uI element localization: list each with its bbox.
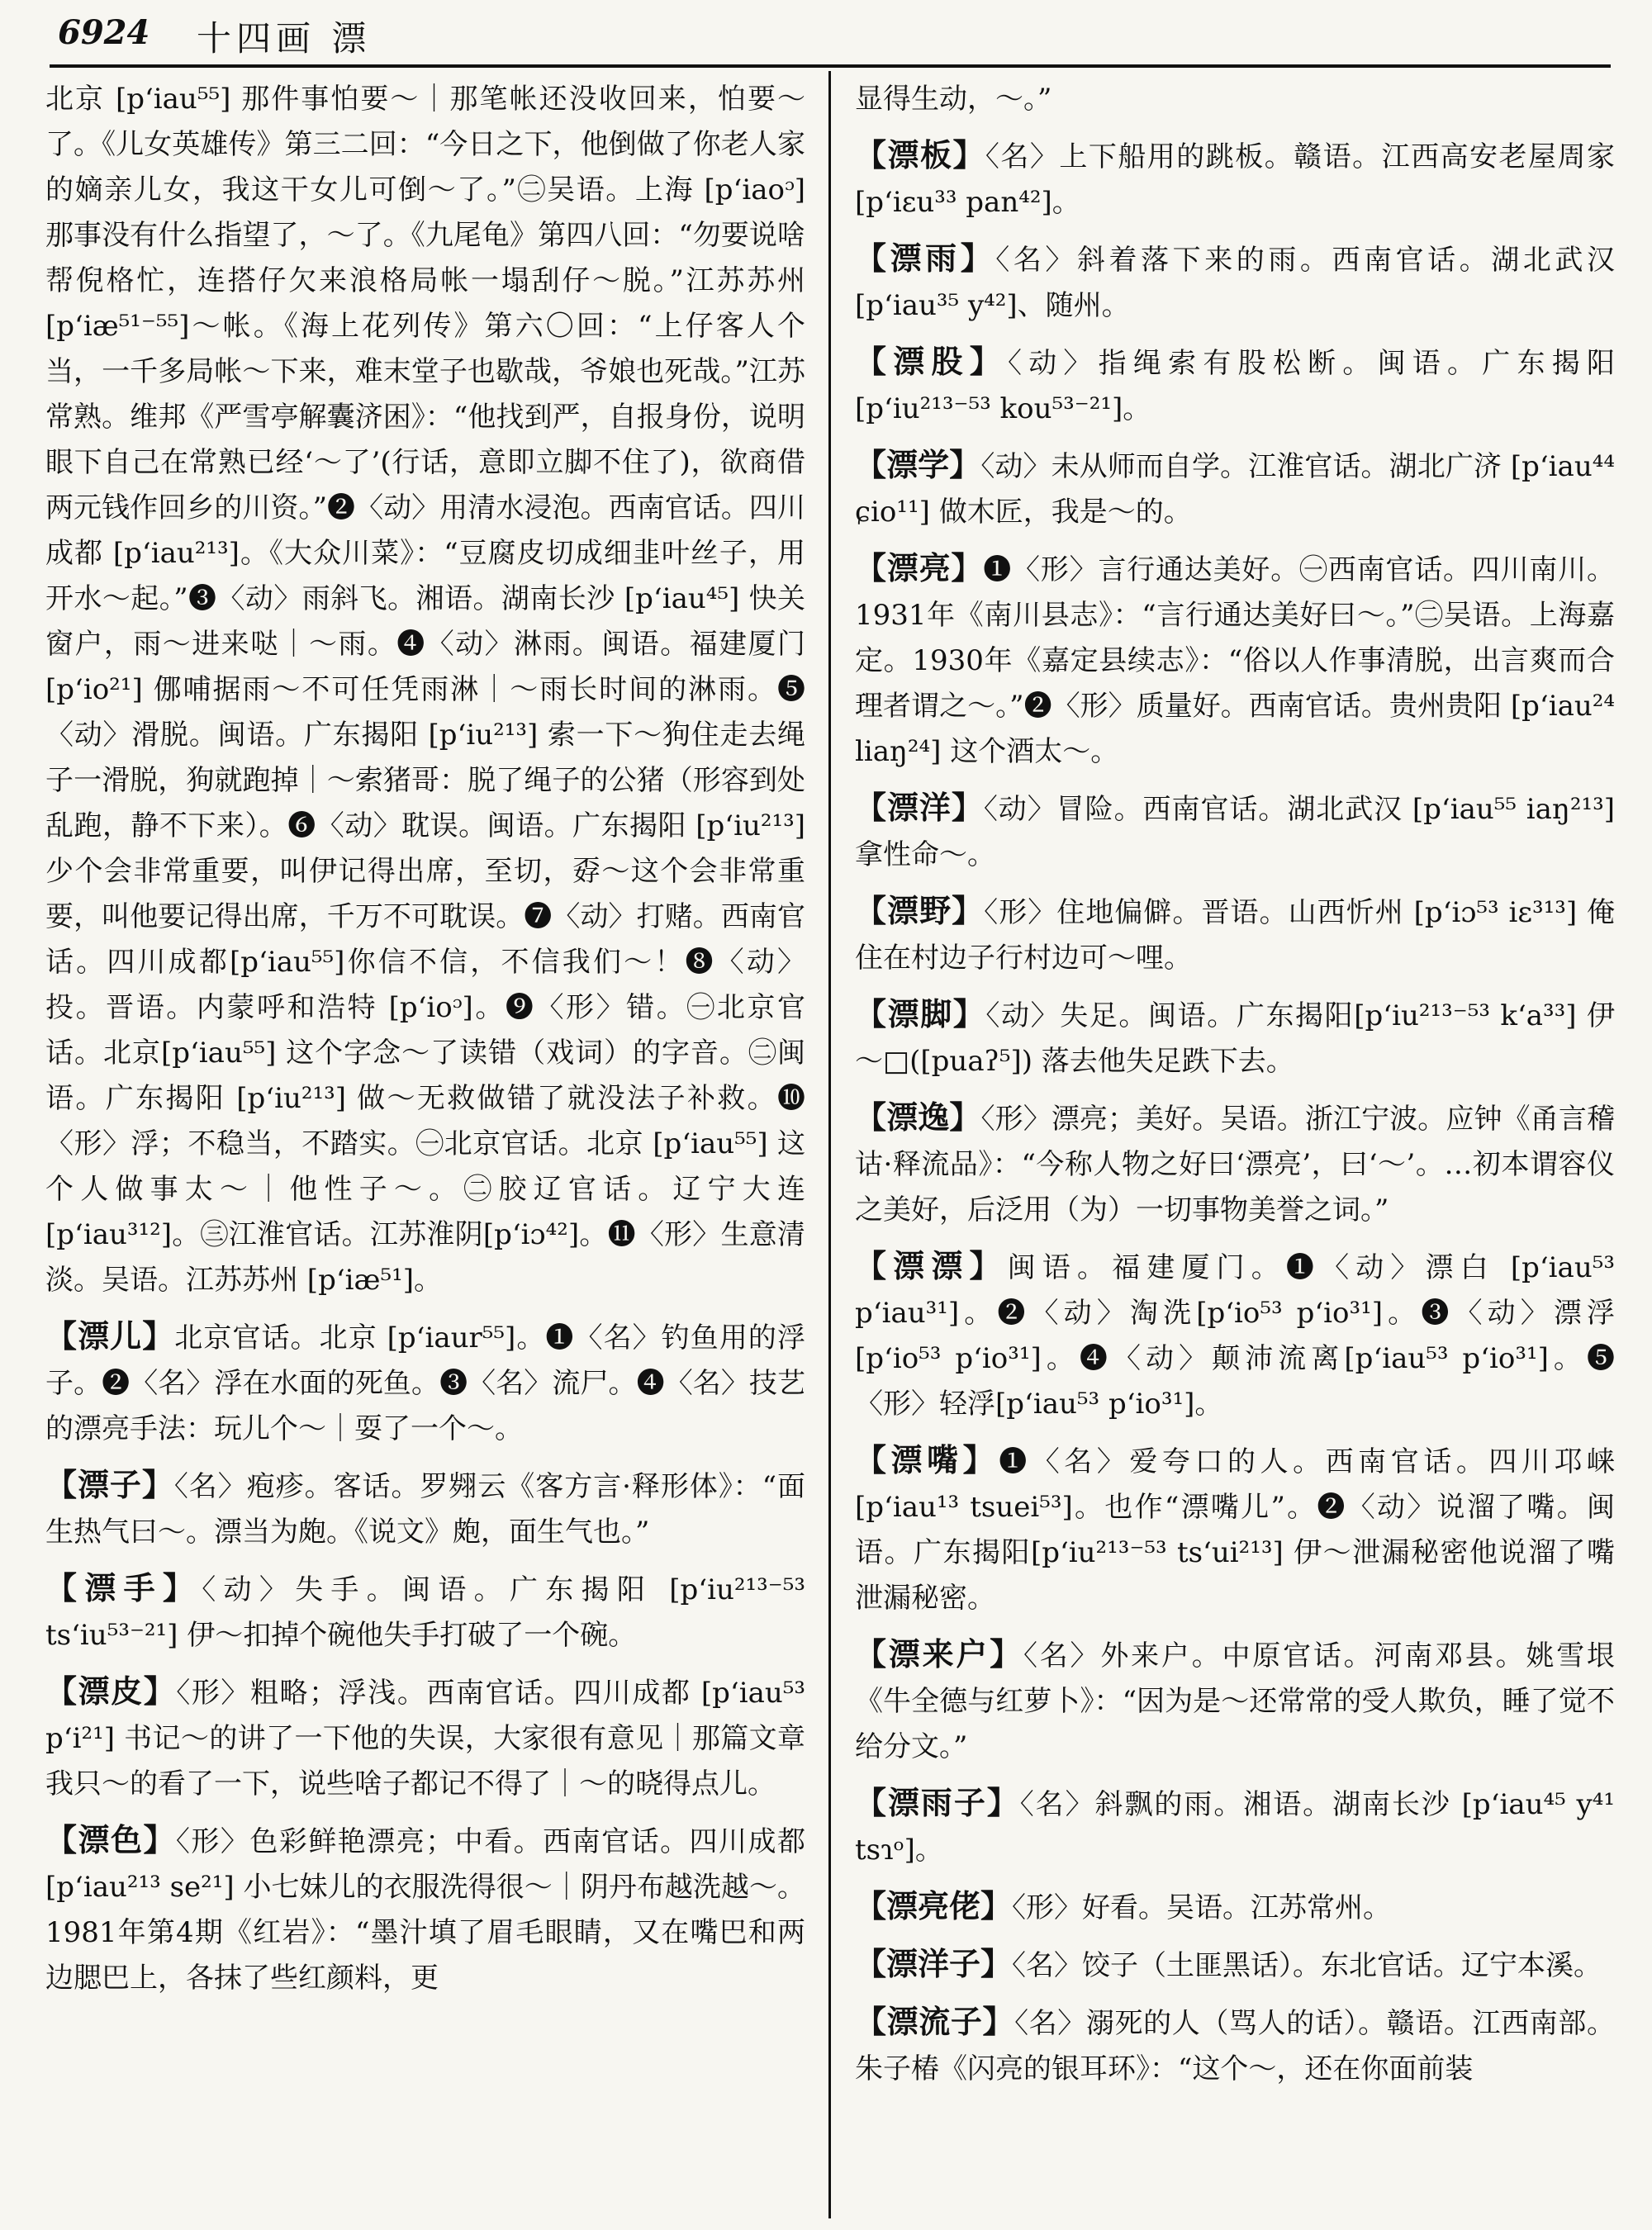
entry-text: 〈动〉未从师而自学。江淮官话。湖北广济 [pʻiau⁴⁴ ɕio¹¹] 做木匠，我是～的。 (855, 450, 1615, 529)
entry-text: 〈形〉住地偏僻。晋语。山西忻州 [pʻiɔ⁵³ iɛ³¹³] 俺住在村边子行村边可～哩。 (855, 896, 1615, 975)
entry-headword: 【漂雨】 (855, 240, 996, 277)
entry (45, 1565, 805, 1658)
entry-text: 〈形〉好看。吴语。江苏常州。 (1012, 1891, 1392, 1924)
entry-text: ❶〈形〉言行通达美好。㊀西南官话。四川南川。1931年《南川县志》：“言行通达美好曰～。”㊁吴语。上海嘉定。1930年《嘉定县续志》：“俗以人作事清脱，出言爽而合理者谓之～。”❷〈形〉质量好。西南官话。贵州贵阳 [pʻiau²⁴ liaŋ²⁴] 这个酒太～。 (855, 553, 1615, 768)
entry (855, 1780, 1615, 1873)
entry-headword: 【漂来户】 (855, 1635, 1023, 1672)
entry (855, 235, 1615, 329)
entry-headword: 【漂皮】 (45, 1672, 177, 1710)
right-column (855, 74, 1615, 2222)
entry (45, 1462, 805, 1555)
entry-text: 〈名〉溺死的人（骂人的话）。赣语。江西南部。朱子椿《闪亮的银耳环》：“这个～，还在你面前装 (855, 2007, 1615, 2085)
entry-text: 〈名〉斜飘的雨。湘语。湖南长沙 [pʻiau⁴⁵ y⁴¹ tsɿᵒ]。 (855, 1788, 1615, 1867)
entry (855, 1437, 1615, 1621)
entry (855, 888, 1615, 981)
entry (855, 1094, 1615, 1233)
entry-text: 〈形〉色彩鲜艳漂亮；中看。西南官话。四川成都 [pʻiau²¹³ se²¹] 小七妹儿的衣服洗得很～｜阴丹布越洗越～。1981年第4期《红岩》：“墨汁填了眉毛眼睛，又在嘴巴和两边腮巴上，各抹了些红颜料，更 (45, 1825, 805, 1995)
entry-text: 北京官话。北京 [pʻiaur⁵⁵]。❶〈名〉钓鱼用的浮子。❷〈名〉浮在水面的死鱼。❸〈名〉流尸。❹〈名〉技艺的漂亮手法：玩儿个～｜耍了一个～。 (45, 1321, 805, 1445)
entry-text: 〈名〉上下船用的跳板。赣语。江西高安老屋周家 [pʻiɛu³³ pan⁴²]。 (855, 140, 1615, 219)
page-header (58, 12, 1611, 64)
entry-headword: 【漂雨子】 (855, 1784, 1020, 1821)
entry-headword: 【漂板】 (855, 136, 985, 173)
entry (855, 991, 1615, 1084)
entry-headword: 【漂儿】 (45, 1317, 175, 1355)
entry-text: 〈名〉饺子（土匪黑话）。东北官话。辽宁本溪。 (1012, 1949, 1602, 1982)
entry-headword: 【漂手】 (45, 1569, 202, 1606)
entry (855, 785, 1615, 878)
entry-headword: 【漂学】 (855, 446, 981, 483)
entry-headword: 【漂流子】 (855, 2003, 1015, 2040)
entry-text: 北京 [pʻiau⁵⁵] 那件事怕要～｜那笔帐还没收回来，怕要～了。《儿女英雄传》第三二回：“今日之下，他倒做了你老人家的嫡亲儿女，我这干女儿可倒～了。”㊁吴语。上海 [pʻiaoᵓ] 那事没有什么指望了，～了。《九尾龟》第四八回：“勿要说啥帮倪格忙，连搭仔欠来浪格局帐一塌刮仔～脱。”江苏苏州 [pʻiæ⁵¹⁻⁵⁵]～帐。《海上花列传》第六〇回：“上仔客人个当，一千多局帐～下来，难末堂子也歇哉，爷娘也死哉。”江苏常熟。维邦《严雪亭解囊济困》：“他找到严，自报身份，说明眼下自己在常熟已经‘～了’(行话，意即立脚不住了)，欲商借两元钱作回乡的川资。”❷〈动〉用清水浸泡。西南官话。四川成都 [pʻiau²¹³]。《大众川菜》：“豆腐皮切成细韭叶丝子，用开水～起。”❸〈动〉雨斜飞。湘语。湖南长沙 [pʻiau⁴⁵] 快关窗户，雨～进来哒｜～雨。❹〈动〉淋雨。闽语。福建厦门[pʻio²¹] 㑚哺据雨～不可任凭雨淋｜～雨长时间的淋雨。❺〈动〉滑脱。闽语。广东揭阳 [pʻiu²¹³] 索一下～狗住走去绳子一滑脱，狗就跑掉｜～索猪哥：脱了绳子的公猪（形容到处乱跑，静不下来）。❻〈动〉耽误。闽语。广东揭阳 [pʻiu²¹³] 少个会非常重要，叫伊记得出席，至切，孬～这个会非常重要，叫他要记得出席，千万不可耽误。❼〈动〉打赌。西南官话。四川成都[pʻiau⁵⁵]你信不信，不信我们～！❽〈动〉投。晋语。内蒙呼和浩特 [pʻioᵓ]。❾〈形〉错。㊀北京官话。北京[pʻiau⁵⁵] 这个字念～了读错（戏词）的字音。㊁闽语。广东揭阳 [pʻiu²¹³] 做～无救做错了就没法子补救。❿〈形〉浮；不稳当，不踏实。㊀北京官话。北京 [pʻiau⁵⁵] 这个人做事太～｜他性子～。㊁胶辽官话。辽宁大连 [pʻiau³¹²]。㊂江淮官话。江苏淮阴[pʻiɔ⁴²]。⓫〈形〉生意清淡。吴语。江苏苏州 [pʻiæ⁵¹]。 (45, 83, 805, 1297)
entry-text: 〈名〉外来户。中原官话。河南邓县。姚雪垠《牛全德与红萝卜》：“因为是～还常常的受人欺负，睡了觉不给分文。” (855, 1639, 1615, 1763)
entry (855, 545, 1615, 775)
entry-headword: 【漂股】 (855, 343, 1008, 380)
entry (855, 132, 1615, 225)
entry (855, 1999, 1615, 2092)
entry-text: 〈动〉指绳索有股松断。闽语。广东揭阳 [pʻiu²¹³⁻⁵³ kou⁵³⁻²¹]。 (855, 347, 1615, 425)
entry-headword: 【漂野】 (855, 892, 985, 929)
entry (855, 339, 1615, 432)
entry (855, 1243, 1615, 1427)
entry (45, 1313, 805, 1452)
entry-text: 〈动〉失手。闽语。广东揭阳 [pʻiu²¹³⁻⁵³ tsʻiu⁵³⁻²¹] 伊～扣掉个碗他失手打破了一个碗。 (45, 1573, 805, 1652)
entry (855, 74, 1615, 122)
left-column (45, 74, 805, 2222)
entry-text: 〈名〉斜着落下来的雨。西南官话。湖北武汉 [pʻiau³⁵ y⁴²]、随州。 (855, 244, 1615, 322)
entry (855, 1941, 1615, 1989)
entry-headword: 【漂逸】 (855, 1098, 981, 1136)
entry-text: 〈形〉粗略；浮浅。西南官话。四川成都 [pʻiau⁵³ pʻi²¹] 书记～的讲了一下他的失误，大家很有意见｜那篇文章我只～的看了一下，说些啥子都记不得了｜～的晓得点儿。 (45, 1677, 805, 1801)
entry (855, 1883, 1615, 1931)
entry-headword: 【漂脚】 (855, 995, 986, 1032)
entry-headword: 【漂亮】 (855, 549, 984, 586)
entry-text: 闽语。福建厦门。❶〈动〉漂白 [pʻiau⁵³ pʻiau³¹]。❷〈动〉淘洗[pʻio⁵³ pʻio³¹]。❸〈动〉漂浮[pʻio⁵³ pʻio³¹]。❹〈动〉颠沛流离[pʻiau⁵³ pʻio³¹]。❺〈形〉轻浮[pʻiau⁵³ pʻio³¹]。 (855, 1251, 1615, 1421)
entry (855, 442, 1615, 535)
header-title: 十四画 漂 (197, 18, 372, 59)
entry-text: 〈动〉失足。闽语。广东揭阳[pʻiu²¹³⁻⁵³ kʻa³³] 伊～□([puaʔ⁵]) 落去他失足跌下去。 (855, 999, 1615, 1078)
entry-headword: 【漂亮佬】 (855, 1887, 1013, 1924)
entry-headword: 【漂嘴】 (855, 1441, 999, 1478)
entry-text: 〈动〉冒险。西南官话。湖北武汉 [pʻiau⁵⁵ iaŋ²¹³] 拿性命～。 (855, 793, 1615, 871)
column-divider (828, 71, 831, 2218)
entry (45, 1817, 805, 2001)
header-rule (50, 64, 1611, 68)
entry-text: 〈名〉疱疹。客话。罗翙云《客方言·释形体》：“面生热气曰～。漂当为皰。《说文》皰，面生气也。” (45, 1470, 805, 1549)
page-number: 6924 (58, 13, 150, 52)
entry-headword: 【漂色】 (45, 1821, 176, 1858)
entry (45, 74, 805, 1303)
entry-text: 〈形〉漂亮；美好。吴语。浙江宁波。应钟《甬言稽诂·释流品》：“今称人物之好曰‘漂亮’，曰‘～’。…初本谓容仪之美好，后泛用（为）一切事物美誉之词。” (855, 1103, 1615, 1226)
entry-text: ❶〈名〉爱夸口的人。西南官话。四川邛崃 [pʻiau¹³ tsuei⁵³]。也作“漂嘴儿”。❷〈动〉说溜了嘴。闽语。广东揭阳[pʻiu²¹³⁻⁵³ tsʻui²¹³] 伊～泄漏秘密他说溜了嘴泄漏秘密。 (855, 1445, 1615, 1615)
entry-headword: 【漂洋子】 (855, 1945, 1013, 1982)
entry (45, 1668, 805, 1807)
entry-headword: 【漂洋】 (855, 789, 984, 826)
entry (855, 1631, 1615, 1770)
entry-headword: 【漂漂】 (855, 1247, 1008, 1284)
entry-text: 显得生动，～。” (855, 83, 1052, 116)
entry-headword: 【漂子】 (45, 1466, 174, 1503)
